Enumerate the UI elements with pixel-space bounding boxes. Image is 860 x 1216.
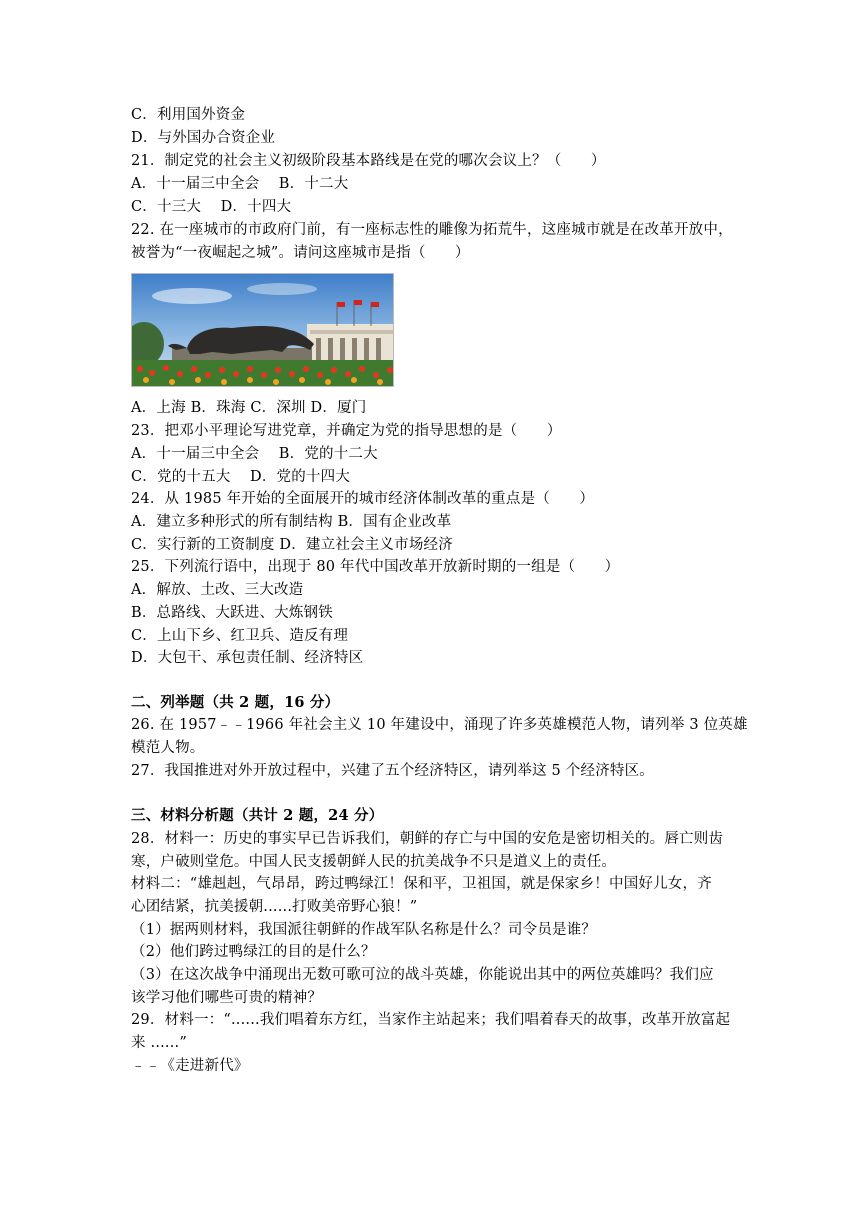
sub-question-1: （1）据两则材料，我国派往朝鲜的作战军队名称是什么？司令员是谁？ bbox=[131, 922, 597, 938]
options-q21-cd: C．十三大 D．十四大 bbox=[131, 199, 292, 215]
option-d-q20: D．与外国办合资企业 bbox=[131, 130, 276, 146]
option-a-q25: A．解放、土改、三大改造 bbox=[131, 582, 304, 598]
bull-statue-photo bbox=[131, 273, 394, 387]
section-2-heading: 二、列举题（共 2 题，16 分） bbox=[131, 694, 340, 711]
option-c-q20: C．利用国外资金 bbox=[131, 107, 246, 123]
section-3-heading: 三、材料分析题（共计 2 题，24 分） bbox=[131, 807, 384, 824]
sub-question-2: （2）他们跨过鸭绿江的目的是什么？ bbox=[131, 944, 376, 960]
song-source: ﹣﹣《走进新代》 bbox=[131, 1058, 249, 1074]
material-2-line2: 心团结紧，抗美援朝......打败美帝野心狼！” bbox=[131, 899, 418, 915]
question-28-line1: 28．材料一：历史的事实早已告诉我们，朝鲜的存亡与中国的安危是密切相关的。唇亡则齿 bbox=[131, 831, 724, 847]
options-q23-cd: C．党的十五大 D．党的十四大 bbox=[131, 469, 351, 485]
material-2-line1: 材料二：“雄赳赳，气昂昂，跨过鸭绿江！保和平，卫祖国，就是保家乡！中国好儿女，齐 bbox=[131, 876, 712, 892]
question-22-line1: 22. 在一座城市的市政府门前，有一座标志性的雕像为拓荒牛，这座城市就是在改革开放中， bbox=[131, 222, 733, 238]
option-d-q25: D．大包干、承包责任制、经济特区 bbox=[131, 650, 364, 666]
options-q22: A．上海 B．珠海 C．深圳 D．厦门 bbox=[131, 400, 367, 416]
option-c-q25: C．上山下乡、红卫兵、造反有理 bbox=[131, 628, 349, 644]
options-q24-ab: A．建立多种形式的所有制结构 B．国有企业改革 bbox=[131, 514, 452, 530]
question-26-line2: 模范人物。 bbox=[131, 740, 205, 756]
question-22-line2: 被誉为“一夜崛起之城”。请问这座城市是指（ ） bbox=[131, 245, 470, 261]
question-27: 27．我国推进对外开放过程中，兴建了五个经济特区，请列举这 5 个经济特区。 bbox=[131, 763, 654, 779]
options-q23-ab: A．十一届三中全会 B．党的十二大 bbox=[131, 446, 378, 462]
options-q24-cd: C．实行新的工资制度 D．建立社会主义市场经济 bbox=[131, 537, 453, 553]
question-24: 24．从 1985 年开始的全面展开的城市经济体制改革的重点是（ ） bbox=[131, 491, 595, 507]
option-b-q25: B．总路线、大跃进、大炼钢铁 bbox=[131, 605, 333, 621]
options-q21-ab: A．十一届三中全会 B．十二大 bbox=[131, 176, 349, 192]
question-26-line1: 26. 在 1957﹣﹣1966 年社会主义 10 年建设中，涌现了许多英雄模范人物，请列举 3 位英雄 bbox=[131, 717, 748, 733]
question-23: 23．把邓小平理论写进党章，并确定为党的指导思想的是（ ） bbox=[131, 423, 562, 439]
sub-question-3-line2: 该学习他们哪些可贵的精神？ bbox=[131, 990, 323, 1006]
question-25: 25．下列流行语中，出现于 80 年代中国改革开放新时期的一组是（ ） bbox=[131, 559, 620, 575]
question-29-line1: 29．材料一：“......我们唱着东方红，当家作主站起来；我们唱着春天的故事，改革开放富起 bbox=[131, 1012, 731, 1028]
question-29-line2: 来 ......” bbox=[131, 1035, 187, 1051]
question-28-line2: 寒，户破则堂危。中国人民支援朝鲜人民的抗美战争不只是道义上的责任。 bbox=[131, 854, 617, 870]
bull-statue-icon bbox=[132, 274, 394, 387]
sub-question-3-line1: （3）在这次战争中涌现出无数可歌可泣的战斗英雄，你能说出其中的两位英雄吗？我们应 bbox=[131, 967, 714, 983]
question-21: 21．制定党的社会主义初级阶段基本路线是在党的哪次会议上？（ ） bbox=[131, 153, 606, 169]
